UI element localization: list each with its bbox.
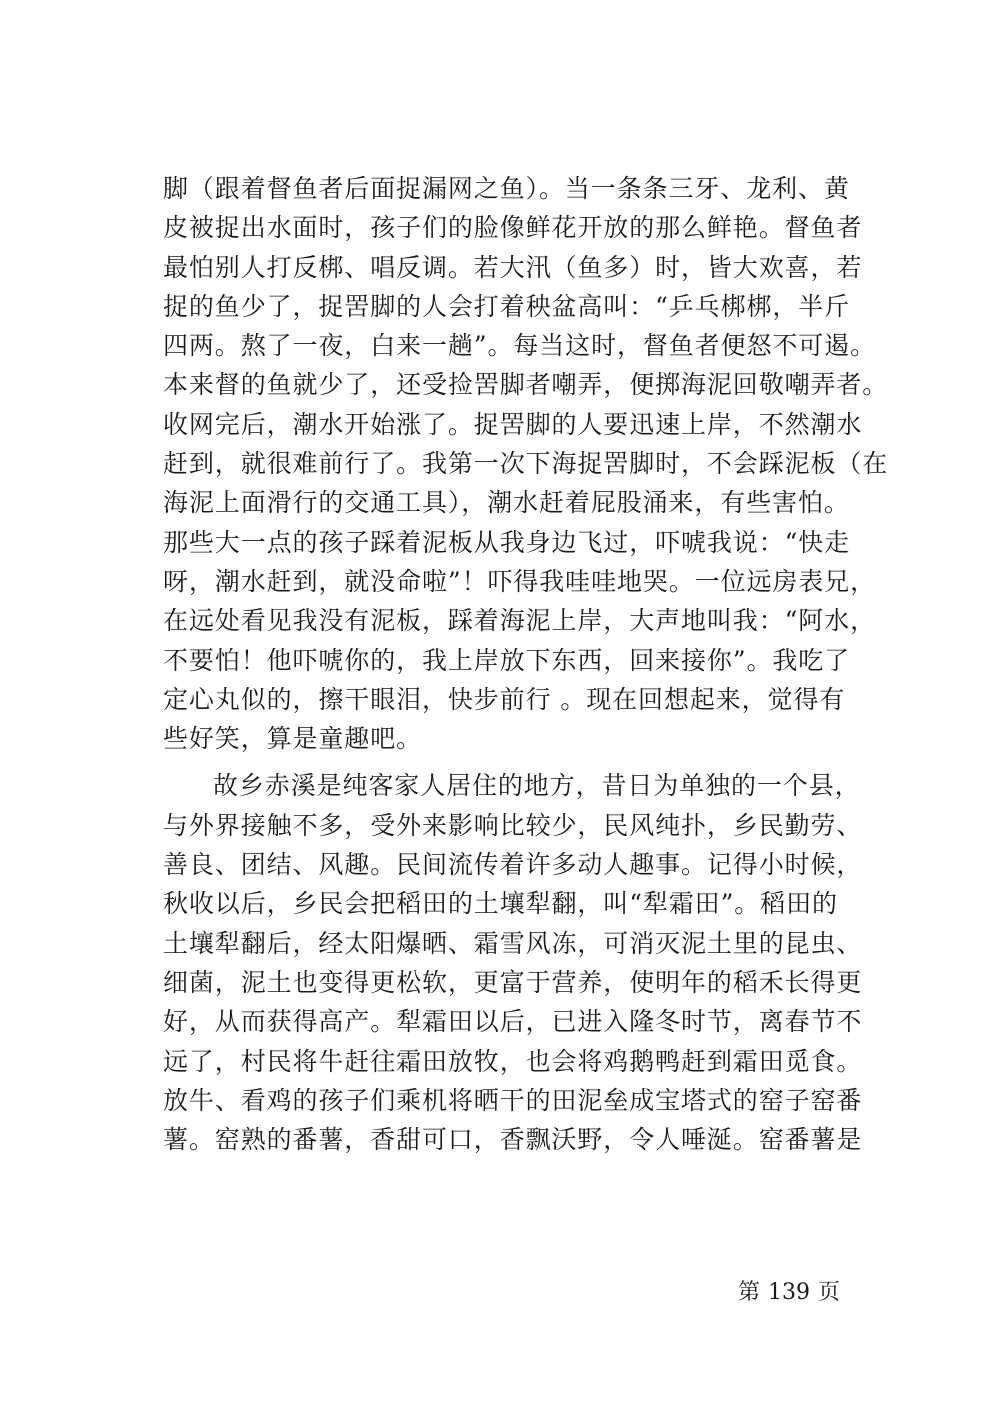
text-line: 本来督的鱼就少了，还受捡罟脚者嘲弄，便掷海泥回敬嘲弄者。 — [163, 370, 889, 400]
text-line: 细菌，泥土也变得更松软，更富于营养，使明年的稻禾长得更 — [163, 967, 863, 997]
text-line: 些好笑，算是童趣吧。 — [163, 724, 423, 754]
paragraph-2 — [163, 766, 863, 1159]
text-line: 好，从而获得高产。犁霜田以后，已进入隆冬时节，离春节不 — [163, 1007, 863, 1037]
text-line: 远了，村民将牛赶往霜田放牧，也会将鸡鹅鸭赶到霜田觅食。 — [163, 1046, 863, 1076]
page-footer — [738, 1275, 840, 1306]
text-line: 捉的鱼少了，捉罟脚的人会打着秧盆高叫：“乒乓梆梆，半斤 — [163, 291, 851, 321]
text-line: 那些大一点的孩子踩着泥板从我身边飞过，吓唬我说：“快走 — [163, 527, 851, 557]
text-line: 薯。窑熟的番薯，香甜可口，香飘沃野，令人唾涎。窑番薯是 — [163, 1125, 863, 1155]
text-line: 定心丸似的，擦干眼泪，快步前行 。现在回想起来，觉得有 — [163, 684, 846, 714]
text-line: 海泥上面滑行的交通工具），潮水赶着屁股涌来，有些害怕。 — [163, 488, 850, 518]
text-line: 呀，潮水赶到，就没命啦”！吓得我哇哇地哭。一位远房表兄， — [163, 566, 876, 596]
page-number: 139 — [768, 1280, 811, 1305]
text-line: 放牛、看鸡的孩子们乘机将晒干的田泥垒成宝塔式的窑子窑番 — [163, 1085, 863, 1115]
text-line: 善良、团结、风趣。民间流传着许多动人趣事。记得小时候， — [163, 850, 863, 880]
page-suffix: 页 — [818, 1280, 841, 1305]
body-text — [163, 169, 889, 1159]
paragraph-gap — [163, 758, 843, 766]
text-line: 收网完后，潮水开始涨了。捉罟脚的人要迅速上岸，不然潮水 — [163, 409, 863, 439]
text-line: 故乡赤溪是纯客家人居住的地方，昔日为单独的一个县， — [213, 771, 861, 801]
text-line: 脚（跟着督鱼者后面捉漏网之鱼）。当一条条三牙、龙利、黄 — [163, 174, 850, 203]
text-line: 秋收以后，乡民会把稻田的土壤犁翻，叫“犁霜田”。稻田的 — [163, 889, 838, 919]
page-prefix: 第 — [738, 1280, 761, 1305]
text-line: 不要怕！他吓唬你的，我上岸放下东西，回来接你”。我吃了 — [163, 645, 851, 675]
text-line: 最怕别人打反梆、唱反调。若大汛（鱼多）时，皆大欢喜，若 — [163, 252, 863, 282]
paragraph-1 — [163, 169, 889, 758]
text-line: 与外界接触不多，受外来影响比较少，民风纯扑，乡民勤劳、 — [163, 810, 863, 840]
text-line: 土壤犁翻后，经太阳爆晒、霜雪风冻，可消灭泥土里的昆虫、 — [163, 928, 863, 958]
text-line: 在远处看见我没有泥板，踩着海泥上岸，大声地叫我：“阿水， — [163, 606, 876, 636]
text-line: 皮被捉出水面时，孩子们的脸像鲜花开放的那么鲜艳。督鱼者 — [163, 213, 863, 243]
text-line: 四两。熬了一夜，白来一趟”。每当这时，督鱼者便怒不可遏。 — [163, 331, 876, 361]
text-line: 赶到，就很难前行了。我第一次下海捉罟脚时，不会踩泥板（在 — [163, 449, 889, 479]
